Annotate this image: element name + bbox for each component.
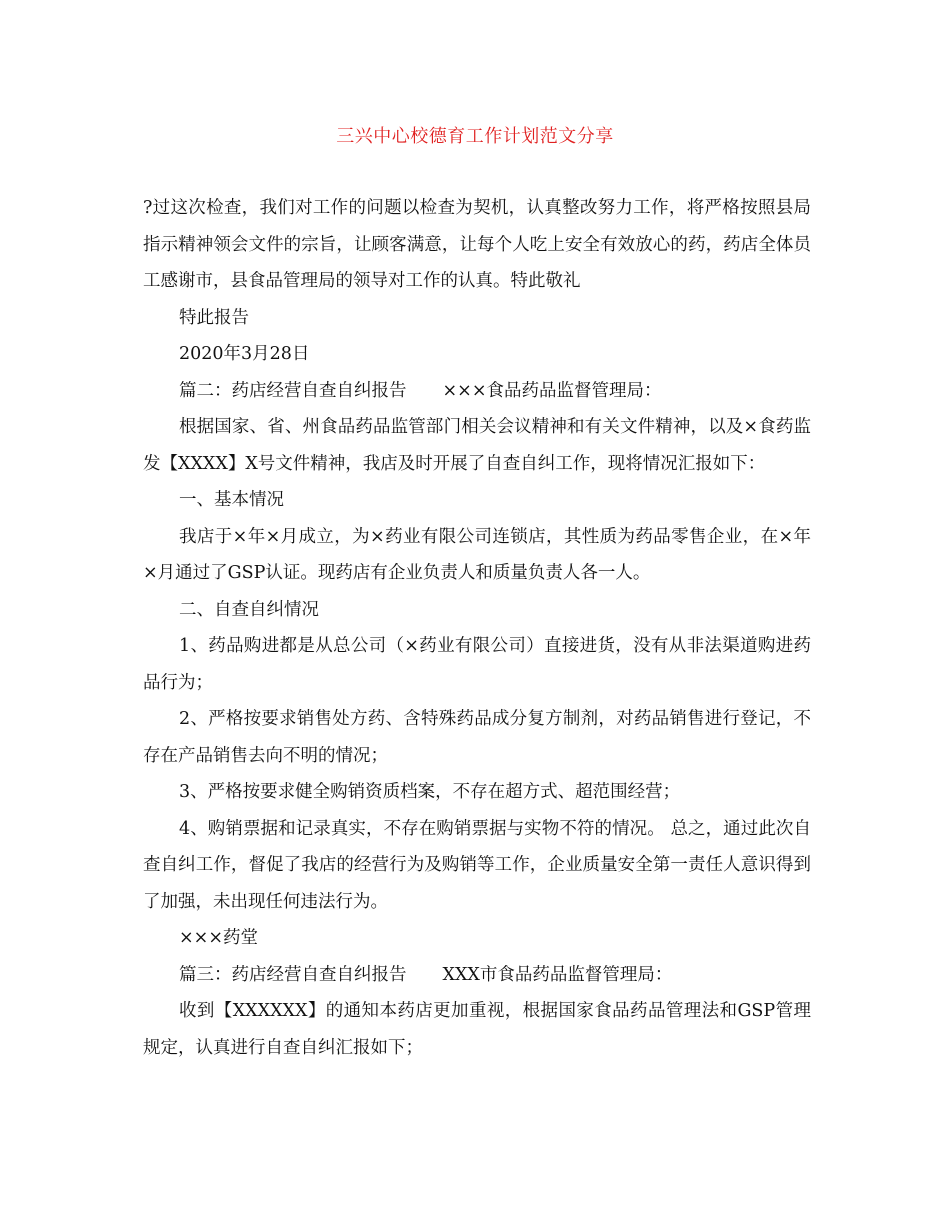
paragraph-item-3: 3、严格按要求健全购销资质档案，不存在超方式、超范围经营；: [179, 782, 681, 802]
paragraph-signature: ×××药堂: [179, 928, 258, 948]
paragraph-section-three-intro: 收到【XXXXXX】的通知本药店更加重视，根据国家食品药品管理法和GSP管理规定，认真进行自查自纠汇报如下；: [143, 1001, 811, 1058]
paragraph-item-2: 2、严格按要求销售处方药、含特殊药品成分复方制剂，对药品销售进行登记，不存在产品销售去向不明的情况；: [143, 709, 811, 766]
paragraph-basic-info: 我店于×年×月成立，为×药业有限公司连锁店，其性质为药品零售企业，在×年×月通过了GSP认证。现药店有企业负责人和质量负责人各一人。: [143, 526, 811, 583]
paragraph-section-three-heading: [143, 957, 811, 994]
section-two-title: 篇二：药店经营自查自纠报告: [179, 380, 407, 401]
document-body: [143, 190, 811, 1066]
paragraph-section-two-intro: 根据国家、省、州食品药品监管部门相关会议精神和有关文件精神，以及×食药监发【XXXX】X号文件精神，我店及时开展了自查自纠工作，现将情况汇报如下：: [143, 417, 811, 474]
paragraph-self-check-heading: 二、自查自纠情况: [179, 599, 319, 620]
paragraph-section-two-heading: [143, 373, 811, 410]
paragraph-date: 2020年3月28日: [179, 344, 310, 364]
section-two-recipient: ×××食品药品监督管理局：: [442, 380, 662, 401]
paragraph-inspection-summary: ?过这次检查，我们对工作的问题以检查为契机，认真整改努力工作，将严格按照县局指示精神领会文件的宗旨，让顾客满意，让每个人吃上安全有效放心的药，药店全体员工感谢市，县食品管理局的领导对工作的认真。特此敬礼: [143, 198, 811, 291]
paragraph-item-1: 1、药品购进都是从总公司（×药业有限公司）直接进货，没有从非法渠道购进药品行为；: [143, 636, 811, 693]
section-three-recipient: XXX市食品药品监督管理局：: [442, 964, 673, 985]
section-three-title: 篇三：药店经营自查自纠报告: [179, 964, 407, 985]
paragraph-report-closing: 特此报告: [179, 307, 249, 328]
document-title: 三兴中心校德育工作计划范文分享: [336, 126, 614, 147]
paragraph-basic-info-heading: 一、基本情况: [179, 490, 284, 510]
paragraph-item-4: 4、购销票据和记录真实，不存在购销票据与实物不符的情况。 总之，通过此次自查自纠工作，督促了我店的经营行为及购销等工作，企业质量安全第一责任人意识得到了加强，未出现任何违法行为。: [143, 818, 811, 912]
